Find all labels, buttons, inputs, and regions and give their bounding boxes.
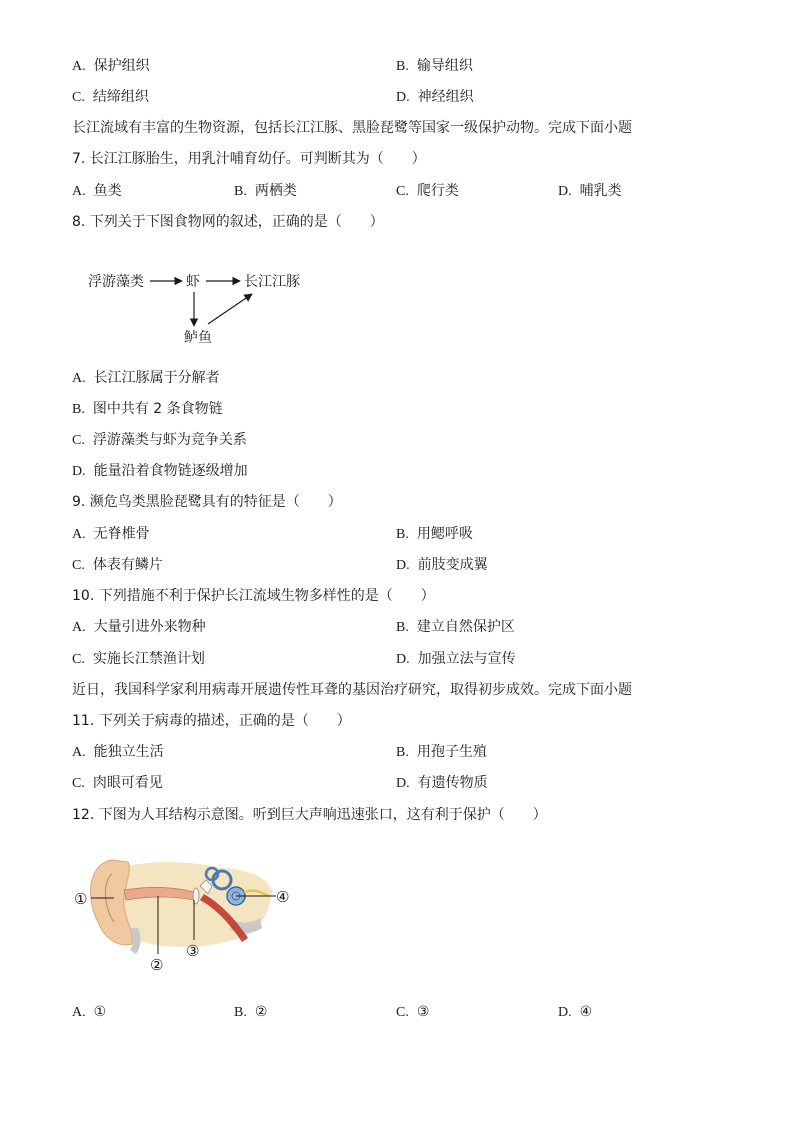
option-key: B. bbox=[234, 184, 247, 199]
ear-structure-diagram bbox=[72, 850, 302, 975]
q9-option-d bbox=[396, 555, 488, 576]
option-key: A. bbox=[72, 371, 86, 386]
option-key: C. bbox=[72, 90, 85, 105]
option-text: 实施长江禁渔计划 bbox=[92, 651, 205, 667]
option-text: 肉眼可看见 bbox=[92, 775, 163, 791]
option-key: D. bbox=[72, 464, 86, 479]
option-text: 两栖类 bbox=[254, 183, 297, 199]
option-text: 保护组织 bbox=[93, 58, 150, 74]
q11-option-c bbox=[72, 773, 163, 794]
option-key: B. bbox=[396, 59, 409, 74]
option-key: B. bbox=[396, 620, 409, 635]
option-text: 长江江豚属于分解者 bbox=[93, 370, 220, 386]
option-key: B. bbox=[72, 402, 85, 417]
option-key: D. bbox=[396, 776, 410, 791]
q6-option-c bbox=[72, 87, 149, 108]
label-2: ② bbox=[150, 956, 164, 974]
q7-stem: 7. 长江江豚胎生，用乳汁哺育幼仔。可判断其为（ ） bbox=[72, 151, 426, 167]
q10-option-c bbox=[72, 649, 205, 670]
option-text: 体表有鳞片 bbox=[92, 557, 163, 573]
option-key: B. bbox=[396, 527, 409, 542]
label-1: ① bbox=[74, 890, 88, 908]
label-4: ④ bbox=[276, 888, 290, 906]
option-text: ① bbox=[93, 1004, 107, 1020]
q11-stem: 11. 下列关于病毒的描述，正确的是（ ） bbox=[72, 713, 351, 729]
option-key: D. bbox=[558, 1005, 572, 1020]
option-text: 无脊椎骨 bbox=[93, 526, 150, 542]
option-key: D. bbox=[396, 652, 410, 667]
q8-stem: 8. 下列关于下图食物网的叙述，正确的是（ ） bbox=[72, 214, 384, 230]
node-perch: 鲈鱼 bbox=[184, 330, 212, 346]
option-text: 结缔组织 bbox=[92, 89, 149, 105]
option-key: D. bbox=[558, 184, 572, 199]
q12-option-d bbox=[558, 1002, 592, 1023]
option-text: 前肢变成翼 bbox=[417, 557, 488, 573]
option-text: 有遗传物质 bbox=[417, 775, 488, 791]
option-key: A. bbox=[72, 1005, 86, 1020]
option-key: C. bbox=[72, 652, 85, 667]
q7-option-a bbox=[72, 181, 122, 202]
option-key: C. bbox=[72, 776, 85, 791]
q12-stem: 12. 下图为人耳结构示意图。听到巨大声响迅速张口，这有利于保护（ ） bbox=[72, 807, 547, 823]
q11-option-d bbox=[396, 773, 488, 794]
option-text: 哺乳类 bbox=[579, 183, 622, 199]
q9-option-a bbox=[72, 524, 150, 545]
option-key: A. bbox=[72, 527, 86, 542]
q10-option-b bbox=[396, 617, 515, 638]
option-text: 浮游藻类与虾为竞争关系 bbox=[92, 432, 247, 448]
option-text: 图中共有 2 条食物链 bbox=[92, 401, 223, 417]
option-key: A. bbox=[72, 620, 86, 635]
option-key: B. bbox=[396, 745, 409, 760]
label-3: ③ bbox=[186, 942, 200, 960]
option-text: 大量引进外来物种 bbox=[93, 619, 206, 635]
q9-stem: 9. 濒危鸟类黑脸琵鹭具有的特征是（ ） bbox=[72, 494, 342, 510]
q7-option-c bbox=[396, 181, 459, 202]
q11-option-a bbox=[72, 742, 164, 763]
q10-stem: 10. 下列措施不利于保护长江流域生物多样性的是（ ） bbox=[72, 588, 435, 604]
q8-option-d bbox=[72, 461, 248, 482]
q6-option-a bbox=[72, 56, 150, 77]
option-text: 加强立法与宣传 bbox=[417, 651, 516, 667]
option-key: D. bbox=[396, 558, 410, 573]
q7-option-d bbox=[558, 181, 622, 202]
q12-option-b bbox=[234, 1002, 267, 1023]
food-web-diagram bbox=[80, 262, 320, 352]
q10-option-d bbox=[396, 649, 516, 670]
option-key: C. bbox=[72, 558, 85, 573]
node-porpoise: 长江江豚 bbox=[244, 274, 300, 290]
option-key: A. bbox=[72, 184, 86, 199]
option-text: 用孢子生殖 bbox=[416, 744, 487, 760]
q8-option-a bbox=[72, 368, 220, 389]
option-key: B. bbox=[234, 1005, 247, 1020]
option-key: D. bbox=[396, 90, 410, 105]
section-intro-virus: 近日，我国科学家利用病毒开展遗传性耳聋的基因治疗研究，取得初步成效。完成下面小题 bbox=[72, 682, 632, 698]
q6-option-b bbox=[396, 56, 473, 77]
option-text: 鱼类 bbox=[93, 183, 122, 199]
option-key: C. bbox=[396, 1005, 409, 1020]
q9-option-b bbox=[396, 524, 473, 545]
q8-option-c bbox=[72, 430, 247, 451]
q12-option-c bbox=[396, 1002, 429, 1023]
option-text: 建立自然保护区 bbox=[416, 619, 515, 635]
option-text: ③ bbox=[416, 1004, 430, 1020]
option-text: 输导组织 bbox=[416, 58, 473, 74]
q9-option-c bbox=[72, 555, 163, 576]
option-text: 神经组织 bbox=[417, 89, 474, 105]
q6-option-d bbox=[396, 87, 474, 108]
option-text: 爬行类 bbox=[416, 183, 459, 199]
option-key: A. bbox=[72, 59, 86, 74]
option-key: C. bbox=[72, 433, 85, 448]
option-text: 能独立生活 bbox=[93, 744, 164, 760]
arrow-perch-to-porpoise bbox=[208, 294, 252, 324]
option-key: A. bbox=[72, 745, 86, 760]
option-key: C. bbox=[396, 184, 409, 199]
option-text: ④ bbox=[579, 1004, 593, 1020]
q7-option-b bbox=[234, 181, 297, 202]
q10-option-a bbox=[72, 617, 206, 638]
q8-option-b bbox=[72, 399, 223, 420]
option-text: ② bbox=[254, 1004, 268, 1020]
q11-option-b bbox=[396, 742, 487, 763]
q12-option-a bbox=[72, 1002, 106, 1023]
node-shrimp: 虾 bbox=[186, 274, 200, 290]
option-text: 用鳃呼吸 bbox=[416, 526, 473, 542]
section-intro-yangtze: 长江流域有丰富的生物资源，包括长江江豚、黑脸琵鹭等国家一级保护动物。完成下面小题 bbox=[72, 120, 632, 136]
option-text: 能量沿着食物链逐级增加 bbox=[93, 463, 248, 479]
node-algae: 浮游藻类 bbox=[88, 274, 144, 290]
